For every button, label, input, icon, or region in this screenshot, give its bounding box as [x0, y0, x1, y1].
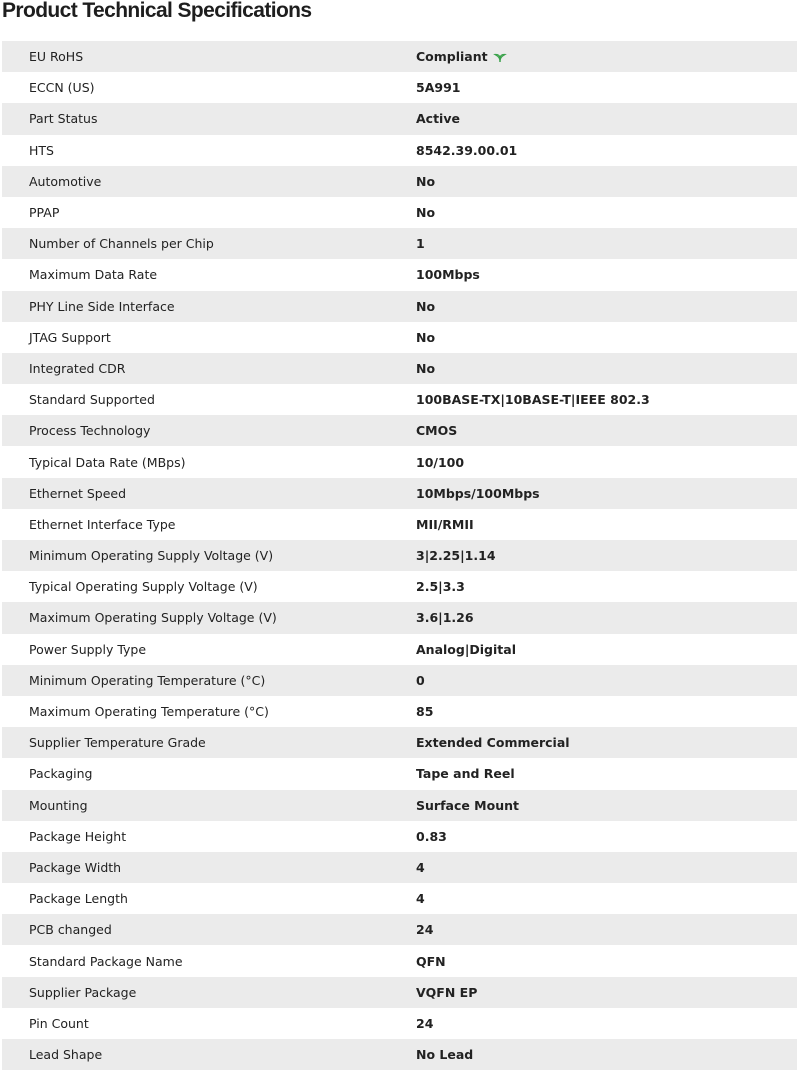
spec-label: Maximum Data Rate [29, 267, 158, 283]
spec-value [416, 954, 446, 969]
spec-value-text: 10Mbps/100Mbps [416, 485, 540, 501]
spec-row [2, 602, 797, 633]
spec-value-text: QFN [416, 953, 446, 969]
spec-row [2, 384, 797, 415]
spec-value [416, 798, 519, 813]
spec-value [416, 392, 650, 407]
spec-value [416, 330, 435, 345]
spec-row [2, 540, 797, 571]
spec-value [416, 579, 465, 594]
spec-value-text: 10/100 [416, 454, 465, 470]
spec-row [2, 945, 797, 976]
spec-row [2, 322, 797, 353]
spec-label: ECCN (US) [29, 80, 95, 96]
spec-value-text: 24 [416, 1015, 434, 1031]
spec-value [416, 517, 474, 532]
spec-value [416, 673, 425, 688]
spec-row [2, 696, 797, 727]
spec-value-text: 24 [416, 922, 434, 938]
spec-value [416, 111, 460, 126]
spec-value [416, 205, 435, 220]
spec-value-text: VQFN EP [416, 984, 478, 1000]
spec-label: Standard Package Name [29, 953, 183, 969]
spec-row [2, 478, 797, 509]
spec-value [416, 735, 570, 750]
spec-value-text: Active [416, 111, 460, 127]
spec-row [2, 634, 797, 665]
spec-label: HTS [29, 142, 54, 158]
spec-value [416, 423, 457, 438]
spec-label: Process Technology [29, 423, 151, 439]
spec-value-text: Compliant [416, 49, 488, 65]
spec-value-text: No [416, 205, 436, 221]
spec-label: Ethernet Interface Type [29, 516, 176, 532]
spec-label: Mounting [29, 797, 88, 813]
spec-value-text: MII/RMII [416, 516, 474, 532]
spec-row [2, 135, 797, 166]
spec-label: Maximum Operating Temperature (°C) [29, 704, 269, 720]
spec-value-text: Analog|Digital [416, 641, 516, 657]
spec-row [2, 446, 797, 477]
spec-row [2, 259, 797, 290]
spec-row [2, 353, 797, 384]
spec-value [416, 236, 425, 251]
spec-table [2, 41, 797, 1070]
spec-value [416, 610, 474, 625]
spec-value [416, 299, 435, 314]
spec-value [416, 829, 447, 844]
spec-row [2, 977, 797, 1008]
spec-row [2, 509, 797, 540]
spec-label: Power Supply Type [29, 641, 147, 657]
spec-value [416, 1047, 473, 1062]
spec-label: Minimum Operating Temperature (°C) [29, 672, 266, 688]
spec-value [416, 860, 425, 875]
spec-label: Integrated CDR [29, 360, 126, 376]
spec-row [2, 727, 797, 758]
spec-value-text: No Lead [416, 1047, 474, 1063]
spec-value [416, 267, 480, 282]
spec-label: Package Width [29, 859, 122, 875]
spec-row [2, 197, 797, 228]
spec-value [416, 455, 464, 470]
spec-label: EU RoHS [29, 49, 84, 65]
spec-value-text: 3.6|1.26 [416, 610, 474, 626]
spec-value-text: 5A991 [416, 80, 461, 96]
spec-row [2, 758, 797, 789]
spec-value [416, 49, 507, 64]
spec-row [2, 790, 797, 821]
spec-row [2, 166, 797, 197]
spec-label: PHY Line Side Interface [29, 298, 175, 314]
spec-value [416, 486, 540, 501]
spec-row [2, 852, 797, 883]
spec-label: Number of Channels per Chip [29, 236, 214, 252]
spec-row [2, 41, 797, 72]
spec-label: Supplier Temperature Grade [29, 735, 206, 751]
spec-value-text: No [416, 329, 436, 345]
spec-value [416, 985, 477, 1000]
leaf-icon [493, 51, 507, 63]
spec-row [2, 1039, 797, 1070]
spec-label: Standard Supported [29, 392, 155, 408]
spec-value [416, 361, 435, 376]
spec-value [416, 704, 433, 719]
spec-label: Maximum Operating Supply Voltage (V) [29, 610, 277, 626]
spec-label: Typical Data Rate (MBps) [29, 454, 186, 470]
spec-value-text: 3|2.25|1.14 [416, 548, 496, 564]
spec-value-text: Surface Mount [416, 797, 519, 813]
spec-row [2, 821, 797, 852]
spec-value-text: 0 [416, 672, 425, 688]
spec-label: Packaging [29, 766, 93, 782]
spec-value [416, 1016, 433, 1031]
spec-row [2, 228, 797, 259]
spec-value [416, 891, 425, 906]
spec-value-text: 8542.39.00.01 [416, 142, 518, 158]
spec-value-text: 1 [416, 236, 425, 252]
spec-value-text: Tape and Reel [416, 766, 515, 782]
spec-value [416, 922, 433, 937]
spec-label: Supplier Package [29, 984, 137, 1000]
spec-label: Automotive [29, 173, 102, 189]
spec-label: Pin Count [29, 1015, 89, 1031]
spec-value-text: 0.83 [416, 828, 447, 844]
spec-value-text: 4 [416, 891, 425, 907]
spec-value [416, 80, 460, 95]
spec-label: Lead Shape [29, 1047, 103, 1063]
spec-value [416, 548, 496, 563]
spec-value-text: 100BASE-TX|10BASE-T|IEEE 802.3 [416, 392, 650, 408]
spec-value-text: 85 [416, 704, 434, 720]
spec-label: Typical Operating Supply Voltage (V) [29, 579, 258, 595]
spec-row [2, 571, 797, 602]
spec-label: PCB changed [29, 922, 112, 938]
spec-value [416, 143, 517, 158]
spec-row [2, 72, 797, 103]
spec-value-text: 4 [416, 859, 425, 875]
spec-label: Minimum Operating Supply Voltage (V) [29, 548, 274, 564]
spec-label: JTAG Support [29, 329, 111, 345]
spec-label: PPAP [29, 205, 60, 221]
spec-value-text: No [416, 173, 436, 189]
spec-value-text: 2.5|3.3 [416, 579, 465, 595]
page-title: Product Technical Specifications [2, 0, 312, 22]
spec-label: Part Status [29, 111, 98, 127]
spec-label: Ethernet Speed [29, 485, 127, 501]
spec-label: Package Height [29, 828, 127, 844]
spec-row [2, 665, 797, 696]
spec-row [2, 1008, 797, 1039]
spec-value-text: 100Mbps [416, 267, 480, 283]
spec-row [2, 883, 797, 914]
spec-row [2, 291, 797, 322]
spec-value-text: CMOS [416, 423, 458, 439]
spec-value-text: No [416, 360, 436, 376]
spec-row [2, 103, 797, 134]
spec-value [416, 642, 516, 657]
spec-row [2, 914, 797, 945]
spec-row [2, 415, 797, 446]
spec-label: Package Length [29, 891, 128, 907]
spec-value-text: Extended Commercial [416, 735, 570, 751]
spec-value-text: No [416, 298, 436, 314]
spec-value [416, 174, 435, 189]
spec-value [416, 766, 515, 781]
